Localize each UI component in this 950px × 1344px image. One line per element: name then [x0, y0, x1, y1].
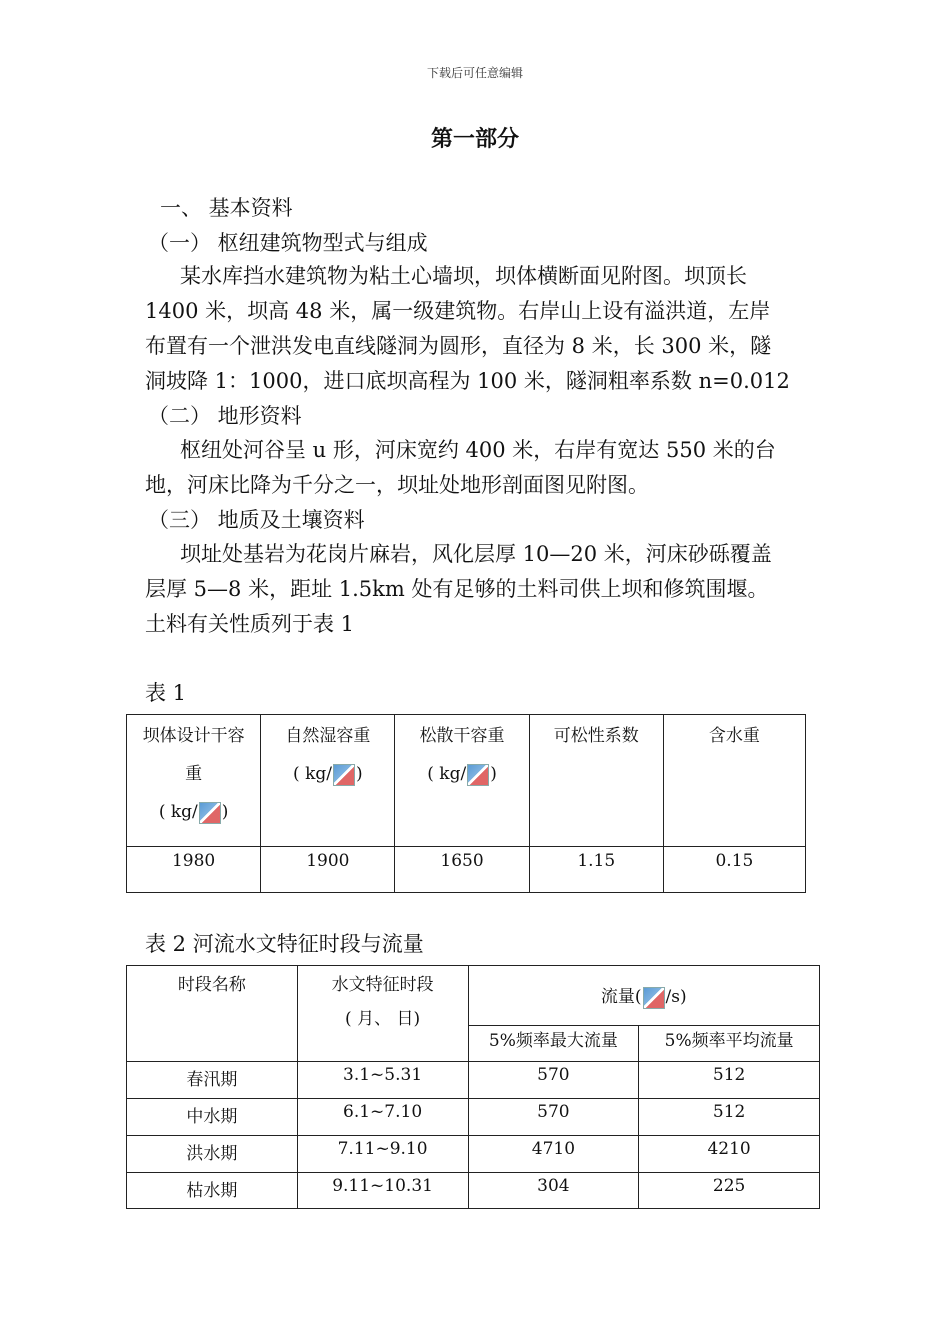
table-row	[127, 1099, 820, 1136]
table-header-cell	[127, 966, 298, 1062]
paragraph-line: 枢纽处河谷呈 u 形，河床宽约 400 米，右岸有宽达 550 米的台	[180, 438, 776, 462]
table-row	[127, 847, 806, 893]
hydrology-table	[126, 965, 820, 1209]
paragraph-line: 某水库挡水建筑物为粘土心墙坝，坝体横断面见附图。坝顶长	[180, 264, 747, 288]
header-text: 时段名称	[177, 975, 246, 995]
page-title: 第一部分	[430, 127, 519, 152]
broken-image-icon	[643, 987, 665, 1009]
header-text: ( kg/	[427, 764, 467, 784]
subsection-heading: （二） 地形资料	[148, 404, 302, 428]
broken-image-icon	[333, 764, 355, 786]
table-cell: 9.11~10.31	[297, 1173, 468, 1209]
table-cell: 6.1~7.10	[297, 1099, 468, 1136]
table-row	[127, 1173, 820, 1209]
table-header-cell	[127, 715, 261, 847]
table-cell: 570	[468, 1062, 639, 1099]
header-text: ( 月、 日)	[345, 1009, 421, 1029]
paragraph-line: 洞坡降 1：1000，进口底坝高程为 100 米，隧洞粗率系数 n=0.012	[145, 369, 790, 393]
table-cell: 512	[639, 1062, 820, 1099]
table-cell: 4210	[639, 1136, 820, 1173]
table-cell: 枯水期	[127, 1173, 298, 1209]
table-cell: 1650	[395, 847, 529, 893]
table-cell: 0.15	[663, 847, 805, 893]
header-text: 松散干容重	[419, 726, 505, 746]
table-cell: 中水期	[127, 1099, 298, 1136]
broken-image-icon	[199, 802, 221, 824]
table-cell: 225	[639, 1173, 820, 1209]
header-text: 含水重	[708, 726, 760, 746]
table-header-cell	[395, 715, 529, 847]
table-cell: 7.11~9.10	[297, 1136, 468, 1173]
paragraph-line: 层厚 5—8 米，距址 1.5km 处有足够的土料司供上坝和修筑围堰。	[145, 577, 769, 601]
header-text: 重	[185, 764, 203, 784]
header-text: 可松性系数	[553, 726, 639, 746]
header-text: 水文特征时段	[331, 975, 434, 995]
table-cell: 1.15	[529, 847, 663, 893]
subsection-heading: （三） 地质及土壤资料	[148, 508, 365, 532]
paragraph-line: 1400 米，坝高 48 米，属一级建筑物。右岸山上设有溢洪道，左岸	[145, 299, 771, 323]
header-text: 流量(	[600, 987, 642, 1008]
page-header: 下载后可任意编辑	[426, 66, 523, 80]
table-cell: 1900	[261, 847, 395, 893]
subsection-heading: （一） 枢纽建筑物型式与组成	[148, 231, 428, 255]
paragraph-line: 地，河床比降为千分之一，坝址处地形剖面图见附图。	[145, 473, 649, 497]
table-header-cell	[529, 715, 663, 847]
table-cell: 春汛期	[127, 1062, 298, 1099]
header-text: /s)	[665, 987, 687, 1008]
table-cell: 3.1~5.31	[297, 1062, 468, 1099]
table-header-cell	[261, 715, 395, 847]
table-row	[127, 1136, 820, 1173]
table-cell: 1980	[127, 847, 261, 893]
header-text: ( kg/	[158, 802, 198, 822]
header-text: )	[355, 764, 363, 784]
header-text: 自然湿容重	[285, 726, 371, 746]
table-header-cell: 5%频率最大流量	[468, 1026, 639, 1062]
table-header-cell	[663, 715, 805, 847]
header-text: 坝体设计干容	[142, 726, 245, 746]
section-heading: 一、 基本资料	[160, 196, 293, 220]
paragraph-line: 坝址处基岩为花岗片麻岩，风化层厚 10—20 米，河床砂砾覆盖	[180, 542, 772, 566]
table-cell: 洪水期	[127, 1136, 298, 1173]
table-caption: 表 2 河流水文特征时段与流量	[145, 932, 424, 956]
table-row	[127, 1062, 820, 1099]
table-header-cell	[468, 966, 819, 1026]
paragraph-line: 布置有一个泄洪发电直线隧洞为圆形，直径为 8 米，长 300 米，隧	[145, 334, 772, 358]
header-text: ( kg/	[293, 764, 332, 784]
broken-image-icon	[467, 764, 489, 786]
table-header-cell	[297, 966, 468, 1062]
paragraph-line: 土料有关性质列于表 1	[145, 612, 355, 636]
table-header-cell: 5%频率平均流量	[639, 1026, 820, 1062]
table-cell: 570	[468, 1099, 639, 1136]
table-caption: 表 1	[145, 681, 187, 705]
table-cell: 4710	[468, 1136, 639, 1173]
table-cell: 304	[468, 1173, 639, 1209]
table-cell: 512	[639, 1099, 820, 1136]
header-text: )	[221, 802, 229, 822]
header-text: )	[490, 764, 497, 784]
soil-properties-table	[126, 714, 806, 893]
